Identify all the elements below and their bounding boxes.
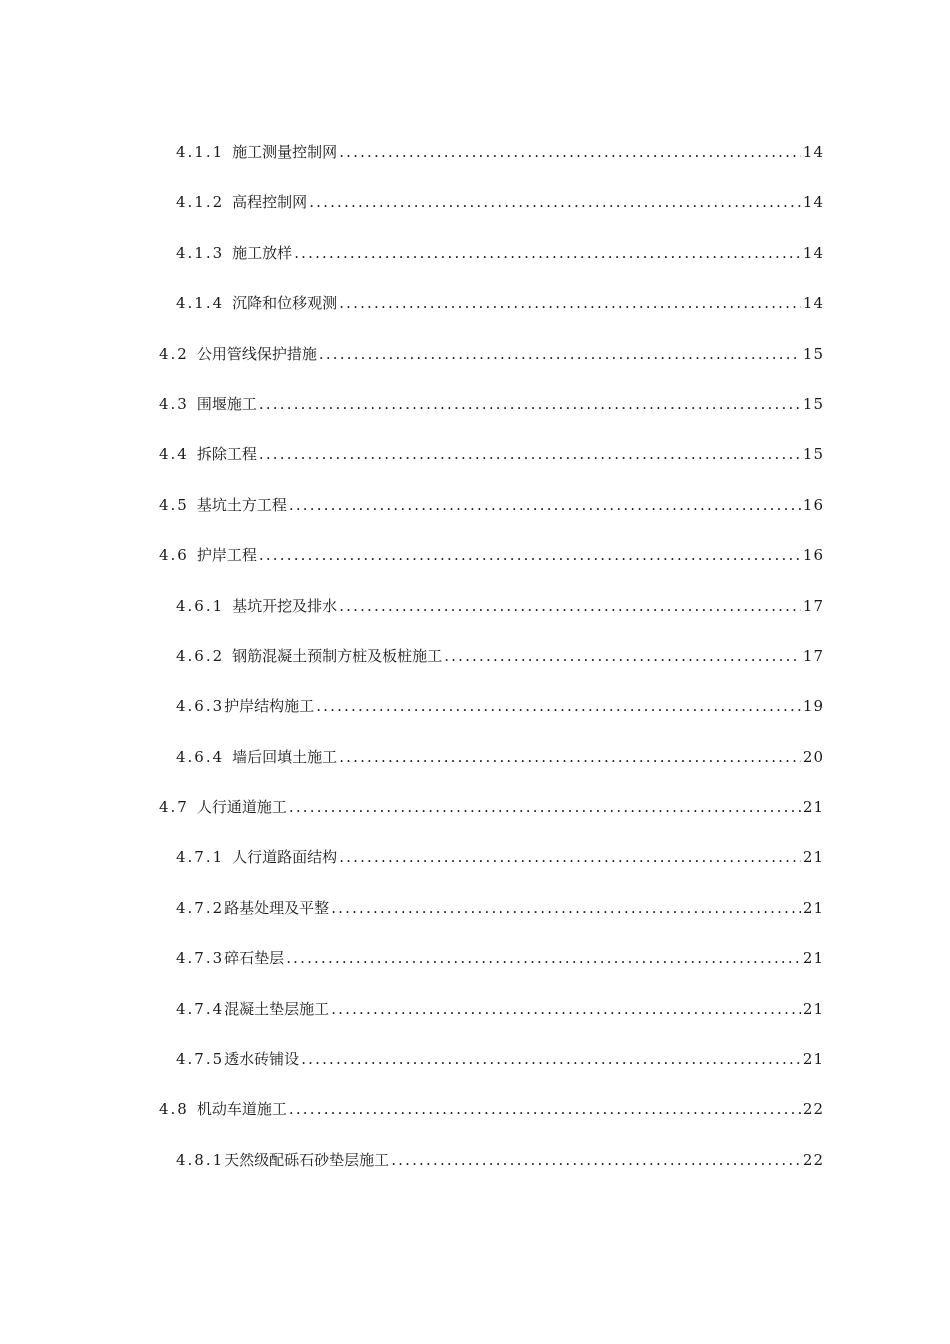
toc-dot-leader [339, 743, 801, 771]
toc-dot-leader [339, 289, 801, 317]
toc-title: 基坑开挖及排水 [232, 596, 338, 615]
table-of-contents [0, 138, 950, 1196]
toc-page-number: 21 [802, 949, 824, 968]
toc-dot-leader [339, 592, 801, 620]
toc-title: 护岸工程 [196, 546, 257, 565]
toc-title: 公用管线保护措施 [196, 344, 317, 363]
toc-section-number: 4.7.3 [176, 949, 225, 968]
toc-section-number: 4.8.1 [176, 1150, 225, 1169]
toc-dot-leader [316, 692, 801, 720]
toc-page-number: 14 [802, 143, 824, 161]
toc-section-number: 4.7.2 [176, 898, 225, 917]
toc-title: 碎石垫层 [224, 949, 285, 968]
toc-section-number: 4.1.3 [176, 243, 225, 262]
toc-section-number: 4.6.3 [176, 697, 225, 716]
toc-section-number: 4.5 [159, 495, 189, 514]
toc-section-number: 4.7.1 [176, 848, 225, 867]
toc-page-number: 16 [802, 495, 824, 514]
toc-page-number: 15 [802, 445, 824, 464]
toc-title: 机动车道施工 [196, 1100, 287, 1119]
toc-entry[interactable] [0, 1095, 950, 1145]
toc-page-number: 15 [802, 394, 824, 413]
toc-title: 路基处理及平整 [224, 898, 330, 917]
toc-section-number: 4.6 [159, 546, 189, 565]
toc-entry[interactable] [0, 592, 950, 642]
toc-title: 基坑土方工程 [196, 495, 287, 514]
toc-title: 混凝土垫层施工 [224, 999, 330, 1018]
toc-entry[interactable] [0, 239, 950, 289]
toc-title: 拆除工程 [196, 445, 257, 464]
toc-entry[interactable] [0, 894, 950, 944]
toc-section-number: 4.7.5 [176, 1050, 225, 1069]
toc-section-number: 4.3 [159, 394, 189, 413]
toc-page-number: 19 [802, 697, 824, 716]
toc-title: 人行道路面结构 [232, 848, 338, 867]
toc-entry[interactable] [0, 843, 950, 893]
toc-dot-leader [339, 138, 801, 166]
toc-section-number: 4.7 [159, 798, 189, 817]
toc-title: 钢筋混凝土预制方桩及板桩施工 [232, 646, 443, 665]
toc-entry[interactable] [0, 340, 950, 390]
toc-title: 沉降和位移观测 [232, 294, 338, 313]
toc-page-number: 17 [802, 646, 824, 665]
toc-entry[interactable] [0, 995, 950, 1045]
toc-dot-leader [319, 340, 801, 368]
toc-entry[interactable] [0, 541, 950, 591]
toc-section-number: 4.6.4 [176, 747, 225, 766]
toc-dot-leader [444, 642, 801, 670]
toc-dot-leader [391, 1146, 801, 1174]
toc-entry[interactable] [0, 440, 950, 490]
toc-entry[interactable] [0, 138, 950, 188]
toc-title: 围堰施工 [196, 394, 257, 413]
toc-page-number: 22 [802, 1100, 824, 1119]
toc-section-number: 4.6.2 [176, 646, 225, 665]
toc-title: 施工测量控制网 [232, 143, 338, 161]
toc-dot-leader [339, 843, 801, 871]
toc-title: 施工放样 [232, 243, 293, 262]
toc-dot-leader [259, 390, 801, 418]
toc-page-number: 22 [802, 1150, 824, 1169]
toc-dot-leader [259, 440, 801, 468]
toc-page-number: 20 [802, 747, 824, 766]
toc-section-number: 4.1.2 [176, 193, 225, 212]
toc-entry[interactable] [0, 743, 950, 793]
toc-entry[interactable] [0, 1146, 950, 1196]
toc-dot-leader [259, 541, 801, 569]
toc-page-number: 21 [802, 1050, 824, 1069]
toc-entry[interactable] [0, 944, 950, 994]
toc-entry[interactable] [0, 289, 950, 339]
toc-dot-leader [331, 995, 801, 1023]
toc-title: 透水砖铺设 [224, 1050, 300, 1069]
toc-page-number: 14 [802, 243, 824, 262]
toc-dot-leader [289, 793, 801, 821]
toc-dot-leader [294, 239, 801, 267]
toc-section-number: 4.6.1 [176, 596, 225, 615]
toc-dot-leader [331, 894, 801, 922]
toc-page-number: 21 [802, 999, 824, 1018]
toc-dot-leader [286, 944, 801, 972]
toc-title: 天然级配砾石砂垫层施工 [224, 1150, 390, 1169]
toc-entry[interactable] [0, 188, 950, 238]
toc-title: 墙后回填土施工 [232, 747, 338, 766]
toc-title: 高程控制网 [232, 193, 308, 212]
toc-section-number: 4.1.1 [176, 143, 225, 161]
toc-section-number: 4.7.4 [176, 999, 225, 1018]
toc-section-number: 4.4 [159, 445, 189, 464]
toc-page-number: 14 [802, 193, 824, 212]
toc-dot-leader [309, 188, 801, 216]
toc-entry[interactable] [0, 390, 950, 440]
toc-page-number: 17 [802, 596, 824, 615]
toc-entry[interactable] [0, 793, 950, 843]
toc-page-number: 16 [802, 546, 824, 565]
toc-page-number: 21 [802, 898, 824, 917]
toc-entry[interactable] [0, 1045, 950, 1095]
toc-page-number: 15 [802, 344, 824, 363]
toc-section-number: 4.2 [159, 344, 189, 363]
toc-entry[interactable] [0, 491, 950, 541]
toc-entry[interactable] [0, 642, 950, 692]
toc-entry[interactable] [0, 692, 950, 742]
toc-page-number: 21 [802, 798, 824, 817]
toc-section-number: 4.8 [159, 1100, 189, 1119]
toc-dot-leader [289, 491, 801, 519]
toc-title: 护岸结构施工 [224, 697, 315, 716]
toc-dot-leader [301, 1045, 801, 1073]
toc-page-number: 14 [802, 294, 824, 313]
toc-page-number: 21 [802, 848, 824, 867]
toc-dot-leader [289, 1095, 801, 1123]
toc-title: 人行通道施工 [196, 798, 287, 817]
toc-section-number: 4.1.4 [176, 294, 225, 313]
